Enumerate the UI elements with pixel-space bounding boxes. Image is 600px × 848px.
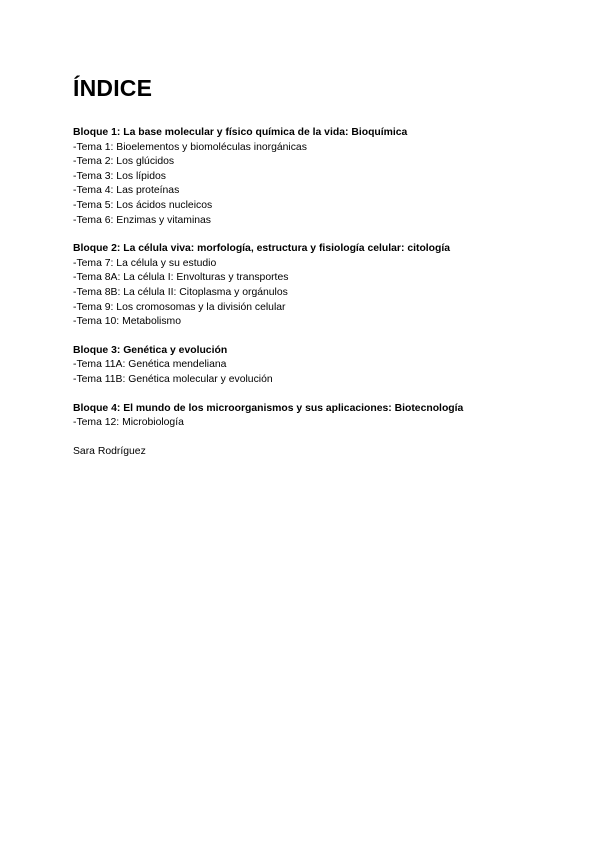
bloque-title: Bloque 3: Genética y evolución xyxy=(73,344,228,356)
bloque-title: Bloque 1: La base molecular y físico química de la vida: Bioquímica xyxy=(73,127,408,138)
bloque-4 xyxy=(73,402,573,431)
tema-item: -Tema 1: Bioelementos y biomoléculas inorgánicas xyxy=(73,141,307,153)
tema-item: -Tema 11B: Genética molecular y evolución xyxy=(73,373,273,385)
tema-item: -Tema 5: Los ácidos nucleicos xyxy=(73,199,213,211)
tema-item: -Tema 2: Los glúcidos xyxy=(73,156,175,168)
tema-item: -Tema 4: Las proteínas xyxy=(73,185,180,197)
tema-item: -Tema 10: Metabolismo xyxy=(73,316,181,328)
tema-item: -Tema 3: Los lípidos xyxy=(73,170,166,182)
tema-item: -Tema 7: La célula y su estudio xyxy=(73,257,217,269)
tema-item: -Tema 8A: La célula I: Envolturas y transportes xyxy=(73,272,289,284)
bloque-2 xyxy=(73,242,573,330)
bloque-title: Bloque 2: La célula viva: morfología, estructura y fisiología celular: citología xyxy=(73,243,451,255)
bloque-1 xyxy=(73,126,573,228)
bloque-title: Bloque 4: El mundo de los microorganismos y sus aplicaciones: Biotecnología xyxy=(73,402,464,414)
tema-item: -Tema 9: Los cromosomas y la división celular xyxy=(73,301,286,313)
tema-item: -Tema 11A: Genética mendeliana xyxy=(73,359,227,371)
tema-item: -Tema 8B: La célula II: Citoplasma y orgánulos xyxy=(73,286,288,298)
bloque-3 xyxy=(73,344,573,388)
tema-item: -Tema 6: Enzimas y vitaminas xyxy=(73,214,212,226)
document-page xyxy=(73,72,573,459)
author-name: Sara Rodríguez xyxy=(73,445,146,457)
page-title: ÍNDICE xyxy=(73,75,153,101)
tema-item: -Tema 12: Microbiología xyxy=(73,417,184,429)
